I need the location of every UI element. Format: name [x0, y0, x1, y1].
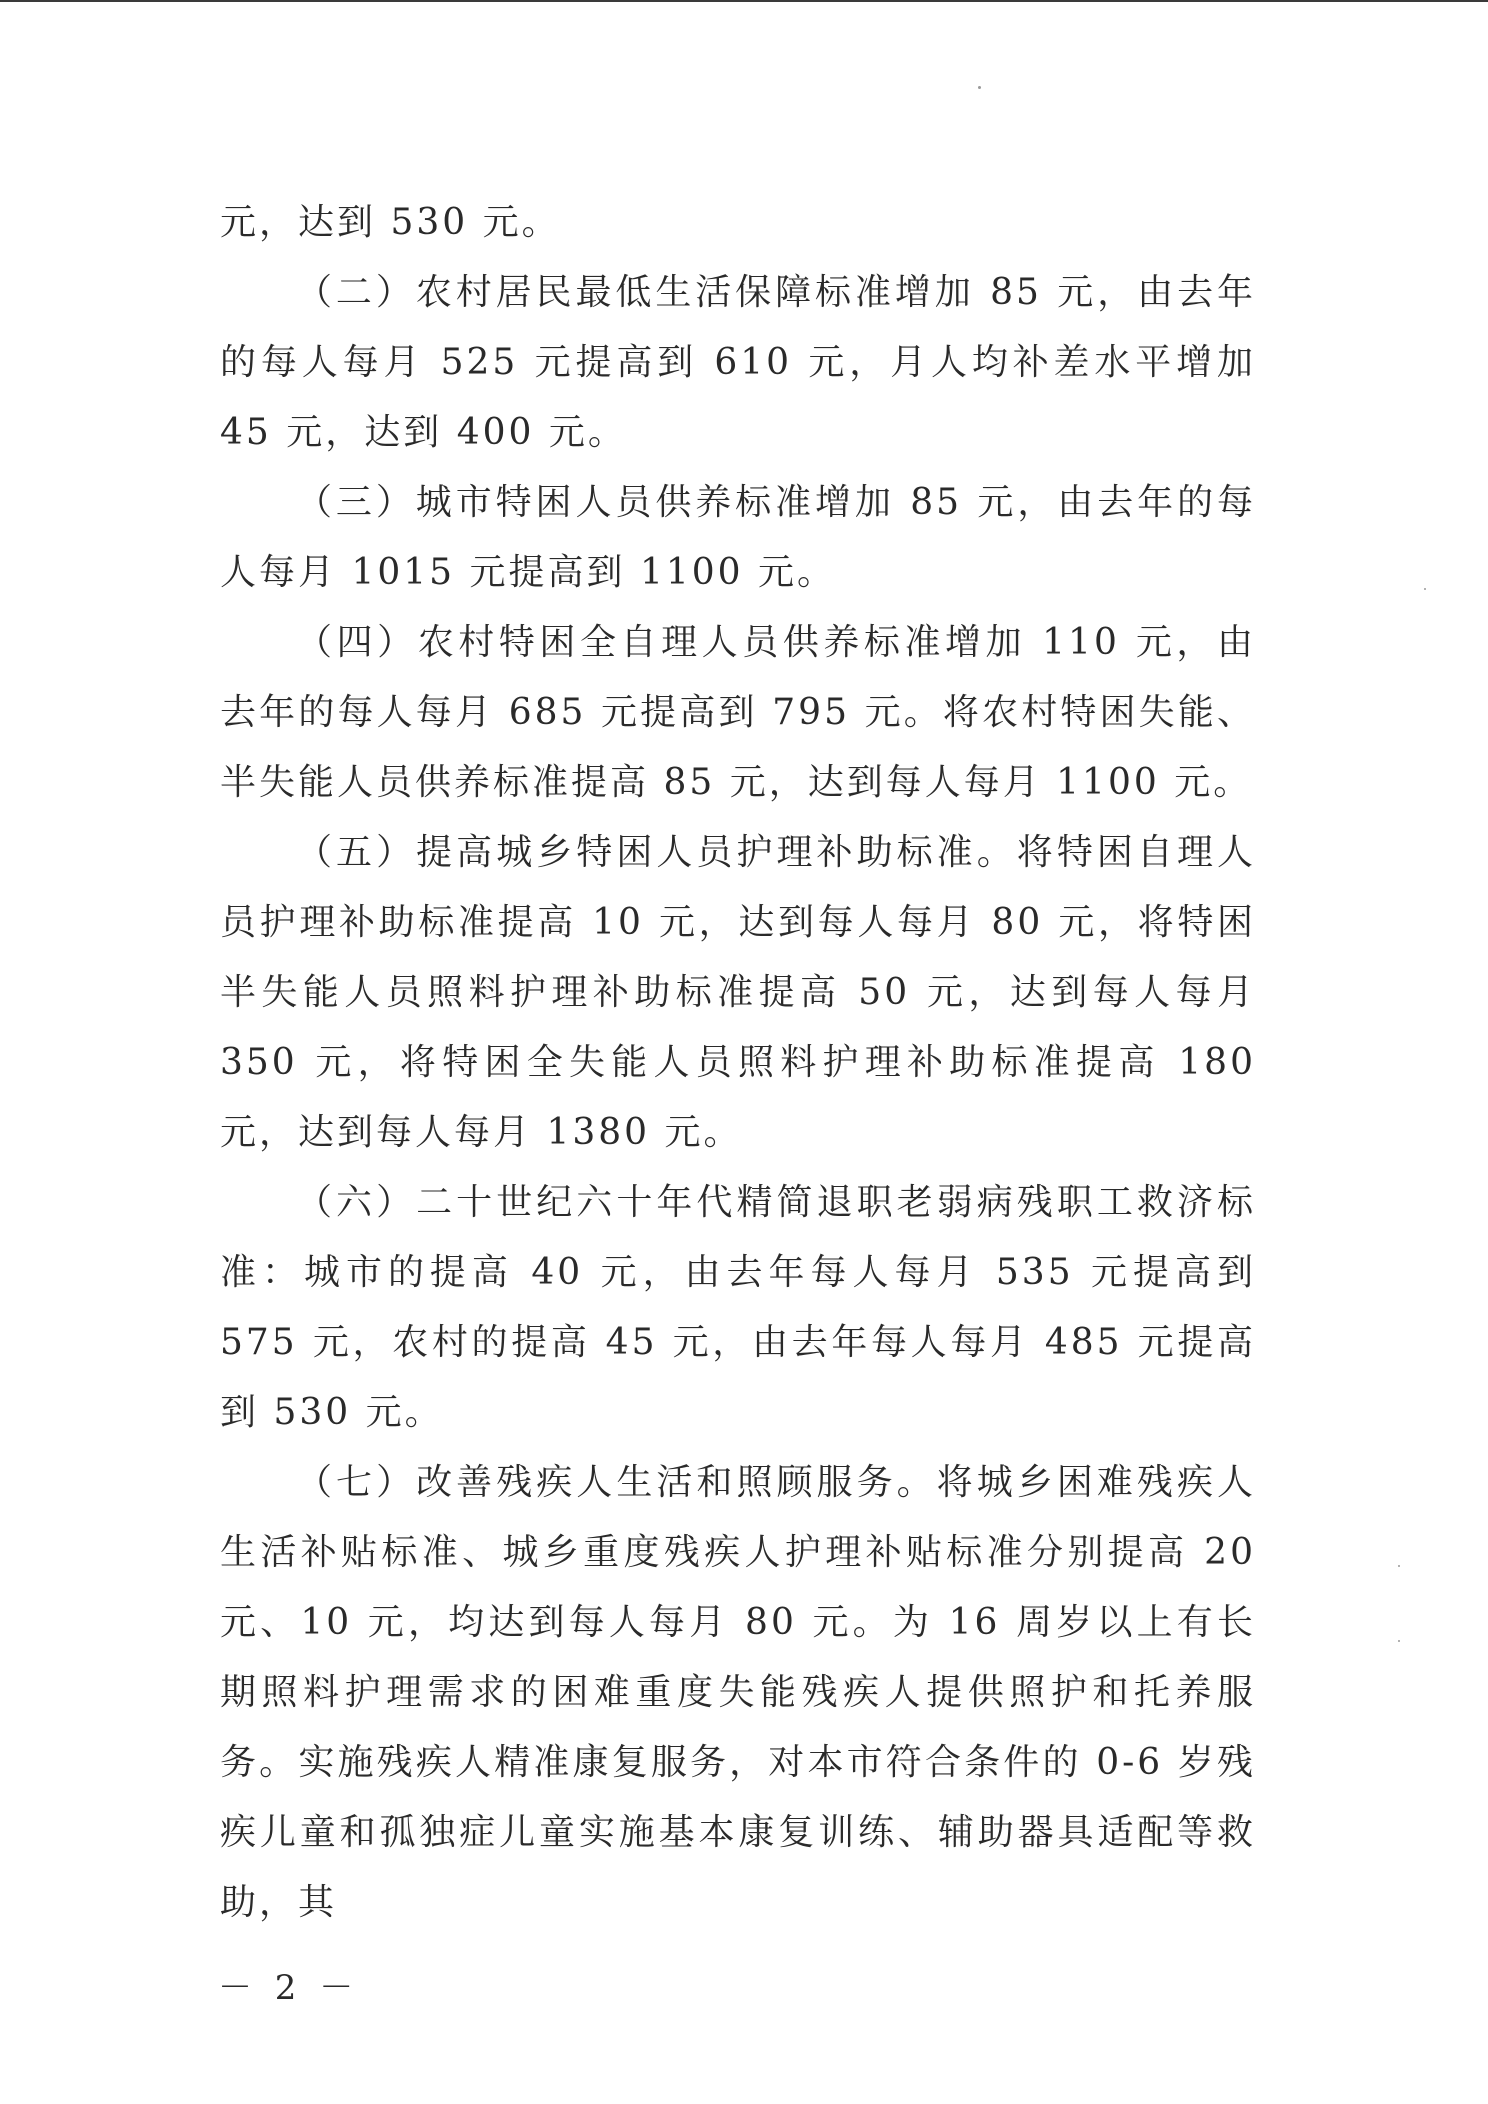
paragraph-rural-special-hardship: （四）农村特困全自理人员供养标准增加 110 元，由去年的每人每月 685 元提高到 795 元。将农村特困失能、半失能人员供养标准提高 85 元，达到每人每月 1100 元。 — [220, 622, 1256, 803]
paragraph-rural-minimum-living: （二）农村居民最低生活保障标准增加 85 元，由去年的每人每月 525 元提高到 610 元，月人均补差水平增加 45 元，达到 400 元。 — [220, 272, 1256, 453]
page-number: － 2 － — [218, 1968, 360, 2008]
scan-speck — [1424, 588, 1426, 590]
paragraph-disabled-services: （七）改善残疾人生活和照顾服务。将城乡困难残疾人生活补贴标准、城乡重度残疾人护理补贴标准分别提高 20 元、10 元，均达到每人每月 80 元。为 16 周岁以上有长期照料护理需求的困难重度失能残疾人提供照护和托养服务。实施残疾人精准康复服务，对本市符合条件的 0-6 岁残疾儿童和孤独症儿童实施基本康复训练、辅助器具适配等救助，其 — [220, 1462, 1256, 1923]
scan-speck — [978, 86, 981, 89]
paragraph-retired-workers-relief: （六）二十世纪六十年代精简退职老弱病残职工救济标准：城市的提高 40 元，由去年每人每月 535 元提高到 575 元，农村的提高 45 元，由去年每人每月 485 元提高到 530 元。 — [220, 1182, 1256, 1433]
paragraph-care-subsidy: （五）提高城乡特困人员护理补助标准。将特困自理人员护理补助标准提高 10 元，达到每人每月 80 元，将特困半失能人员照料护理补助标准提高 50 元，达到每人每月 350 元，将特困全失能人员照料护理补助标准提高 180 元，达到每人每月 1380 元。 — [220, 832, 1256, 1153]
scan-speck — [1398, 1640, 1400, 1642]
paragraph-continuation: 元，达到 530 元。 — [220, 202, 561, 243]
document-body — [220, 188, 1256, 1938]
top-border-line — [0, 0, 1488, 2]
scan-speck — [1398, 1565, 1400, 1567]
paragraph-urban-special-hardship: （三）城市特困人员供养标准增加 85 元，由去年的每人每月 1015 元提高到 1100 元。 — [220, 482, 1256, 593]
